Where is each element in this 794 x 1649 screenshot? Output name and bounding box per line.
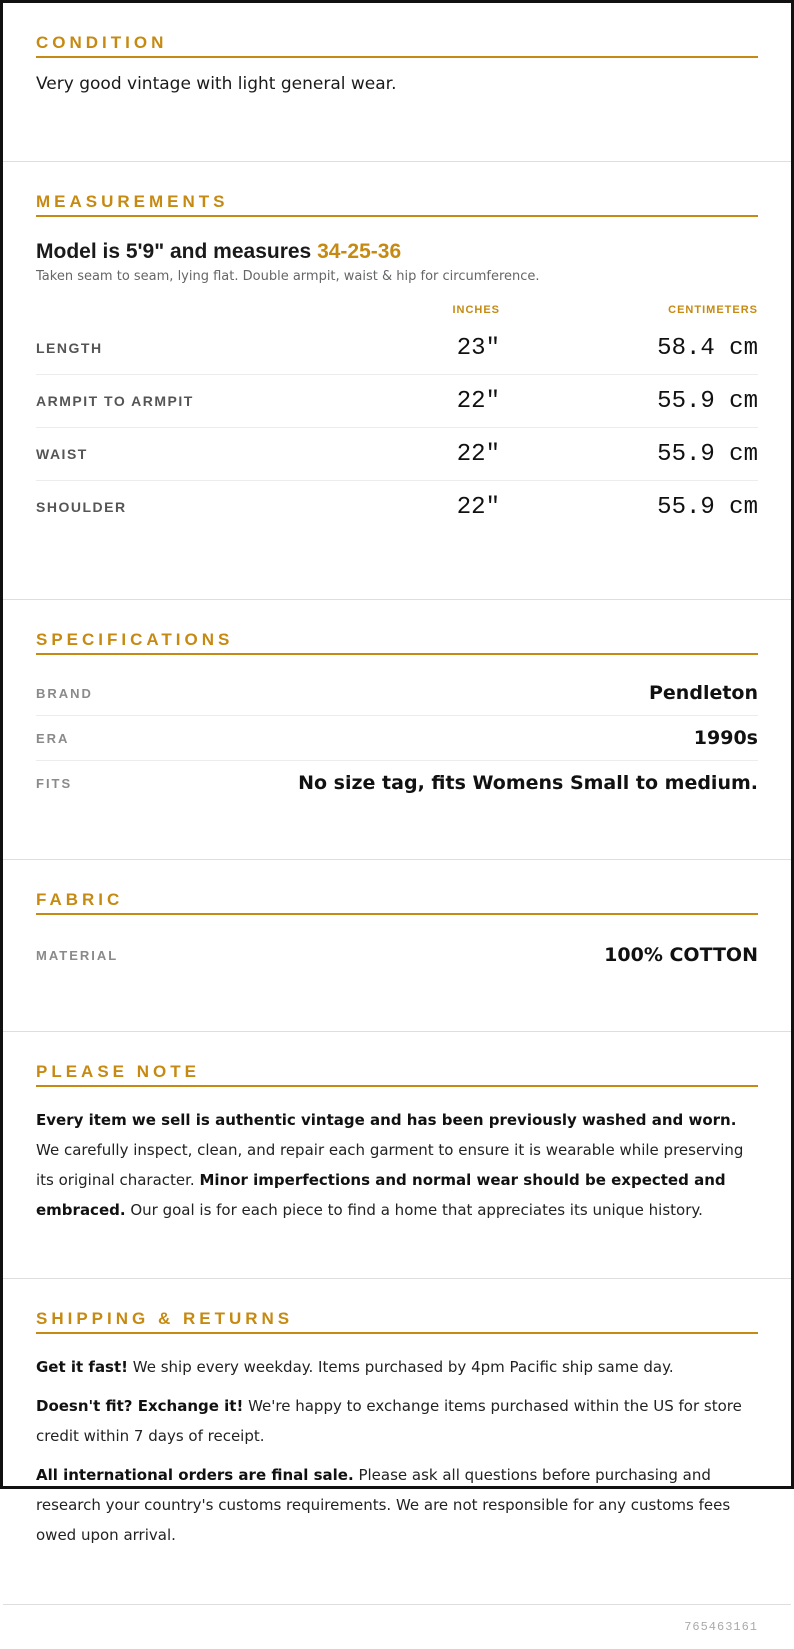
note-bold-1: Every item we sell is authentic vintage and has been previously washed and worn. bbox=[36, 1111, 737, 1129]
shipping-returns-section bbox=[3, 1306, 791, 1605]
measurement-inches: 22" bbox=[456, 493, 500, 521]
measurement-row-length bbox=[36, 322, 758, 375]
model-prefix: Model is 5'9" and measures bbox=[36, 240, 318, 263]
measurement-label: LENGTH bbox=[36, 340, 103, 356]
spec-row-brand bbox=[36, 671, 758, 716]
measurement-inches: 22" bbox=[456, 440, 500, 468]
shipping-text: Please ask all questions before purchasing and research your country's customs requirements. We are not responsible for any customs fees owed upon arrival. bbox=[36, 1466, 731, 1544]
measurements-heading: MEASUREMENTS bbox=[36, 189, 758, 217]
please-note-section bbox=[3, 1059, 791, 1279]
column-header-centimeters: CENTIMETERS bbox=[668, 304, 758, 316]
shipping-bold: All international orders are final sale. bbox=[36, 1466, 354, 1484]
spec-label: BRAND bbox=[36, 685, 93, 701]
shipping-text: We're happy to exchange items purchased within the US for store credit within 7 days of receipt. bbox=[36, 1397, 742, 1445]
note-text-1: We carefully inspect, clean, and repair each garment to ensure it is wearable while preserving its original character. bbox=[36, 1141, 744, 1189]
condition-section bbox=[3, 30, 791, 162]
fabric-label: MATERIAL bbox=[36, 947, 119, 963]
spec-row-era bbox=[36, 716, 758, 761]
model-measurements bbox=[36, 239, 758, 265]
spec-value: Pendleton bbox=[649, 682, 758, 704]
measurement-label: WAIST bbox=[36, 446, 88, 462]
measurement-inches: 22" bbox=[456, 387, 500, 415]
column-header-inches: INCHES bbox=[452, 304, 500, 316]
measurements-table bbox=[36, 322, 758, 533]
measurement-cm: 55.9 cm bbox=[657, 493, 758, 521]
measurement-cm: 58.4 cm bbox=[657, 334, 758, 362]
please-note-text bbox=[36, 1105, 758, 1225]
measurement-cm: 55.9 cm bbox=[657, 387, 758, 415]
measurement-inches: 23" bbox=[456, 334, 500, 362]
shipping-returns-heading: SHIPPING & RETURNS bbox=[36, 1306, 758, 1334]
fabric-row-material bbox=[36, 933, 758, 977]
fabric-value: 100% COTTON bbox=[604, 944, 758, 966]
note-text-2: Our goal is for each piece to find a home that appreciates its unique history. bbox=[125, 1201, 703, 1219]
fabric-heading: FABRIC bbox=[36, 887, 758, 915]
measurements-table-header bbox=[36, 298, 758, 322]
measurement-label: ARMPIT TO ARMPIT bbox=[36, 393, 194, 409]
please-note-heading: PLEASE NOTE bbox=[36, 1059, 758, 1087]
specifications-list bbox=[36, 671, 758, 805]
shipping-paragraph-exchange bbox=[36, 1391, 758, 1451]
fabric-section bbox=[3, 887, 791, 1032]
shipping-paragraph-fast bbox=[36, 1352, 758, 1382]
spec-value: 1990s bbox=[693, 727, 758, 749]
spec-value: No size tag, fits Womens Small to medium. bbox=[298, 772, 758, 794]
condition-text: Very good vintage with light general wear. bbox=[36, 74, 397, 94]
measurement-row-shoulder bbox=[36, 481, 758, 533]
condition-heading: CONDITION bbox=[36, 30, 758, 58]
model-figures: 34-25-36 bbox=[317, 240, 402, 263]
item-id: 765463161 bbox=[684, 1620, 758, 1634]
specifications-heading: SPECIFICATIONS bbox=[36, 627, 758, 655]
shipping-bold: Get it fast! bbox=[36, 1358, 128, 1376]
spec-row-fits bbox=[36, 761, 758, 805]
measurement-method-note: Taken seam to seam, lying flat. Double armpit, waist & hip for circumference. bbox=[36, 269, 540, 284]
footer bbox=[3, 1605, 791, 1649]
shipping-text: We ship every weekday. Items purchased by 4pm Pacific ship same day. bbox=[128, 1358, 674, 1376]
measurement-label: SHOULDER bbox=[36, 499, 127, 515]
specifications-section bbox=[3, 627, 791, 860]
spec-label: ERA bbox=[36, 730, 70, 746]
spec-label: FITS bbox=[36, 775, 73, 791]
shipping-paragraph-international bbox=[36, 1460, 758, 1550]
measurement-row-waist bbox=[36, 428, 758, 481]
shipping-bold: Doesn't fit? Exchange it! bbox=[36, 1397, 244, 1415]
measurement-row-armpit bbox=[36, 375, 758, 428]
measurements-section bbox=[3, 189, 791, 600]
measurement-cm: 55.9 cm bbox=[657, 440, 758, 468]
note-bold-2: Minor imperfections and normal wear should be expected and embraced. bbox=[36, 1171, 726, 1219]
